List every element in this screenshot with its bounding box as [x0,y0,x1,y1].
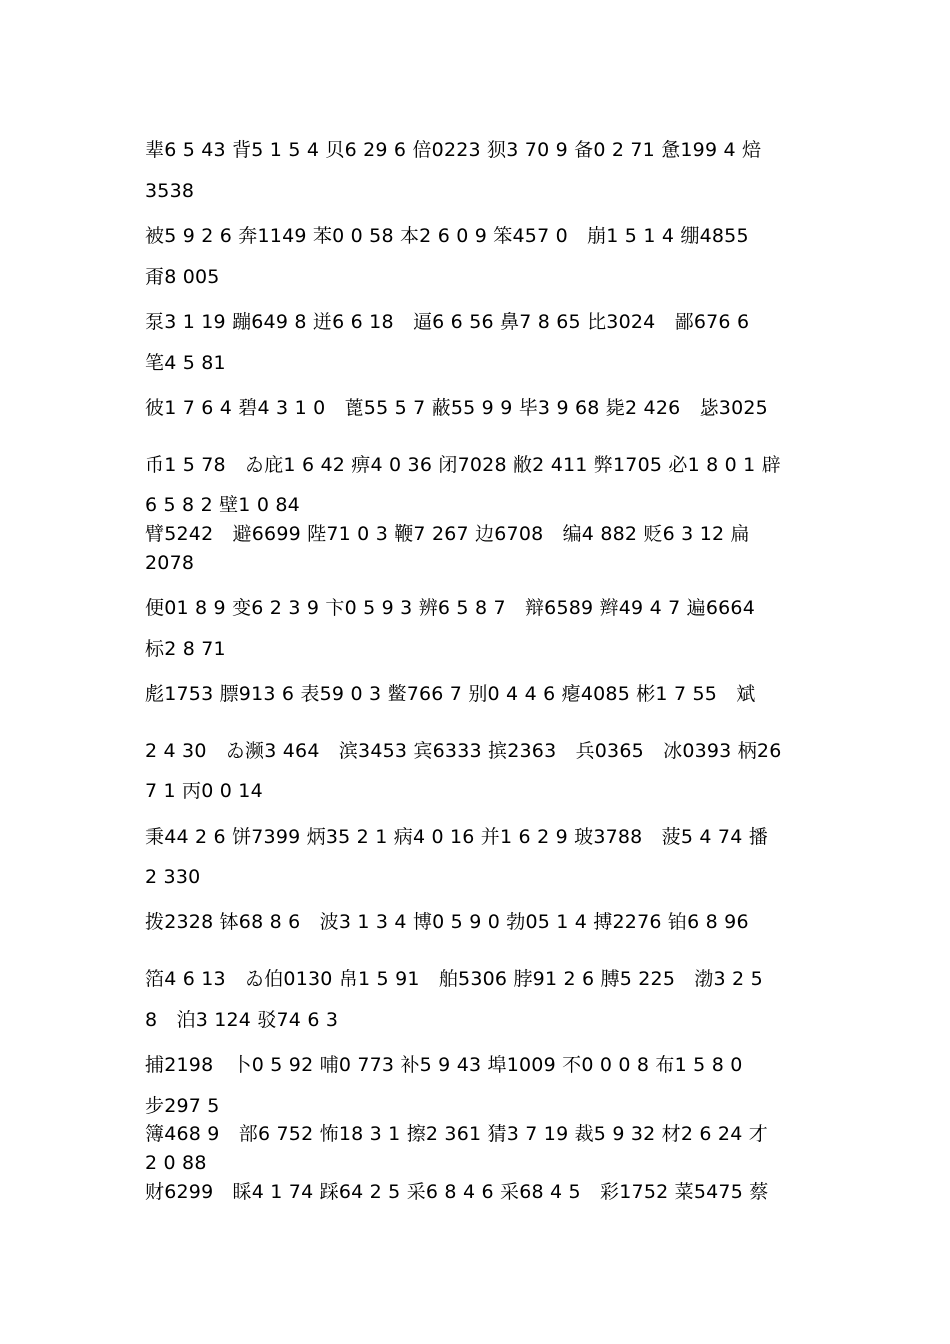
text-line: 财6299 睬4 1 74 踩64 2 5 采6 8 4 6 采68 4 5 彩1752 菜5475 蔡 [145,1181,769,1203]
text-line: 臂5242 避6699 陛71 0 3 鞭7 267 边6708 编4 882 贬6 3 12 扁 [145,523,750,545]
text-line: 币1 5 78 ゐ庇1 6 42 痹4 0 36 闭7028 敝2 411 弊1705 必1 8 0 1 辟 [145,454,781,476]
text-line: 便01 8 9 变6 2 3 9 卞0 5 9 3 辨6 5 8 7 辩6589 辫49 4 7 遍6664 [145,597,755,619]
text-line: 被5 9 2 6 奔1149 苯0 0 58 本2 6 0 9 笨457 0 崩1 5 1 4 绷4855 [145,225,749,247]
text-line: 2 4 30 ゐ濒3 464 滨3453 宾6333 摈2363 兵0365 冰0393 柄26 [145,740,782,762]
text-line: 拨2328 钵68 8 6 波3 1 3 4 博0 5 9 0 勃05 1 4 搏2276 铂6 8 96 [145,911,749,933]
text-line: 甭8 005 [145,266,220,288]
text-line: 标2 8 71 [145,638,226,660]
text-line: 步297 5 [145,1095,220,1117]
text-line: 7 1 丙0 0 14 [145,780,263,802]
text-line: 笔4 5 81 [145,352,226,374]
text-line: 6 5 8 2 壁1 0 84 [145,494,300,516]
text-line: 捕2198 卜0 5 92 哺0 773 补5 9 43 埠1009 不0 0 0 8 布1 5 8 0 [145,1054,743,1076]
text-line: 簿468 9 部6 752 怖18 3 1 擦2 361 猜3 7 19 裁5 9 32 材2 6 24 才 [145,1123,768,1145]
text-line: 3538 [145,180,195,202]
text-line: 秉44 2 6 饼7399 炳35 2 1 病4 0 16 并1 6 2 9 玻3788 菠5 4 74 播 [145,826,768,848]
text-line: 泵3 1 19 蹦649 8 迸6 6 18 逼6 6 56 鼻7 8 65 比3024 鄙676 6 [145,311,750,333]
text-line: 2078 [145,552,195,574]
text-line: 彪1753 膘913 6 表59 0 3 鳖766 7 别0 4 4 6 瘪4085 彬1 7 55 斌 [145,683,756,705]
text-line: 彼1 7 6 4 碧4 3 1 0 蓖55 5 7 蔽55 9 9 毕3 9 68 毙2 426 毖3025 [145,397,768,419]
text-line: 2 330 [145,866,201,888]
text-line: 8 泊3 124 驳74 6 3 [145,1009,339,1031]
text-line: 辈6 5 43 背5 1 5 4 贝6 29 6 倍0223 狈3 70 9 备0 2 71 惫199 4 焙 [145,139,762,161]
text-line: 箔4 6 13 ゐ伯0130 帛1 5 91 舶5306 脖91 2 6 膊5 225 渤3 2 5 [145,968,763,990]
text-line: 2 0 88 [145,1152,207,1174]
